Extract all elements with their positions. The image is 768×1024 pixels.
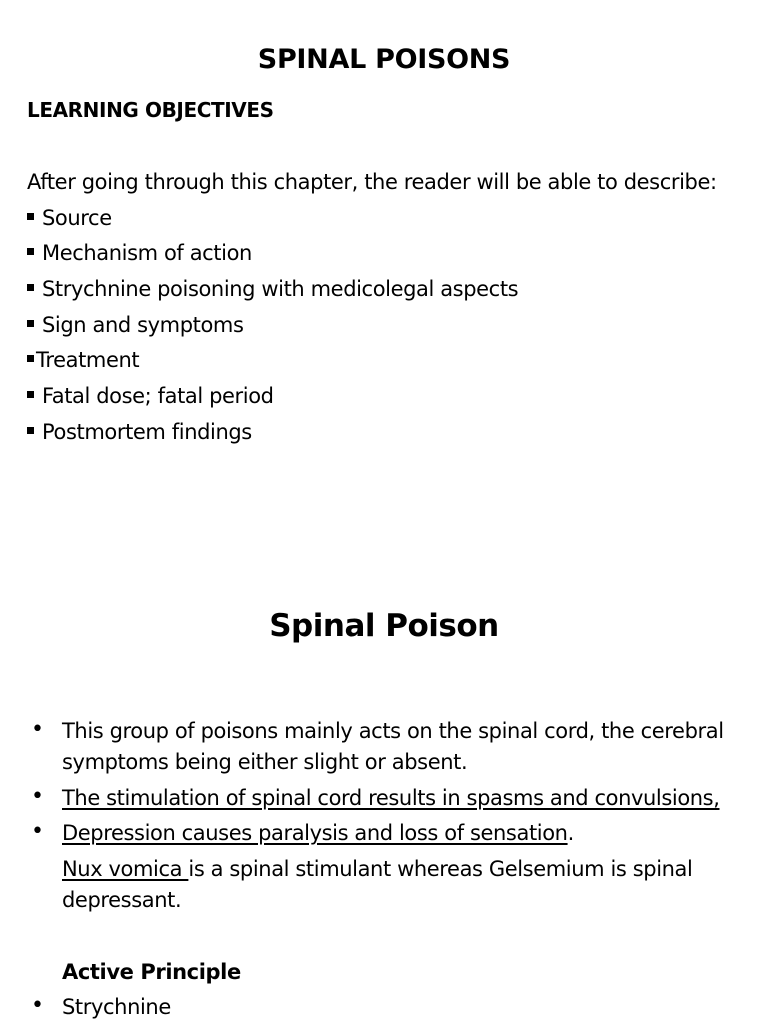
- bullet-dot-icon: •: [31, 819, 44, 844]
- active-principle-item: Strychnine: [62, 995, 171, 1019]
- square-bullet-icon: [27, 427, 34, 434]
- objective-item: [27, 241, 252, 265]
- objective-label: Fatal dose; fatal period: [42, 384, 274, 408]
- page-title: SPINAL POISONS: [257, 44, 511, 75]
- objective-item: [27, 348, 139, 372]
- text-line: [62, 854, 692, 885]
- underlined-text: Depression causes paralysis and loss of sensation: [62, 821, 568, 845]
- bullet-dot-icon: •: [31, 784, 44, 809]
- nux-vomica-paragraph: [62, 854, 692, 916]
- square-bullet-icon: [27, 391, 34, 398]
- objective-label: Source: [42, 206, 112, 230]
- active-principle-heading: Active Principle: [62, 960, 241, 984]
- square-bullet-icon: [27, 320, 34, 327]
- section-title: Spinal Poison: [269, 608, 499, 644]
- bullet-dot-icon: •: [31, 717, 44, 742]
- underlined-text: The stimulation of spinal cord results in spasms and convulsions,: [62, 786, 720, 810]
- objective-label: Mechanism of action: [42, 241, 252, 265]
- objective-label: Sign and symptoms: [42, 313, 244, 337]
- square-bullet-icon: [27, 248, 34, 255]
- objective-label: Treatment: [36, 348, 140, 372]
- text-line: This group of poisons mainly acts on the spinal cord, the cerebral: [62, 719, 724, 743]
- bullet-paragraph: [62, 783, 720, 814]
- text-span: .: [567, 821, 574, 845]
- bullet-paragraph: [62, 818, 574, 849]
- square-bullet-icon: [27, 284, 34, 291]
- objective-item: [27, 420, 252, 444]
- square-bullet-icon: [27, 213, 34, 220]
- text-line: depressant.: [62, 888, 182, 912]
- square-bullet-icon: [27, 355, 34, 362]
- bullet-dot-icon: •: [31, 993, 44, 1018]
- objective-item: [27, 277, 518, 301]
- bullet-paragraph: [62, 716, 724, 778]
- objective-item: [27, 384, 274, 408]
- underlined-text: Nux vomica: [62, 857, 189, 881]
- objective-item: [27, 206, 112, 230]
- objective-label: Postmortem findings: [42, 420, 252, 444]
- intro-text: After going through this chapter, the reader will be able to describe:: [27, 170, 717, 194]
- objective-label: Strychnine poisoning with medicolegal aspects: [42, 277, 519, 301]
- learning-objectives-heading: LEARNING OBJECTIVES: [27, 98, 274, 122]
- text-line: symptoms being either slight or absent.: [62, 750, 468, 774]
- text-span: is a spinal stimulant whereas Gelsemium is spinal: [188, 857, 693, 881]
- objective-item: [27, 313, 244, 337]
